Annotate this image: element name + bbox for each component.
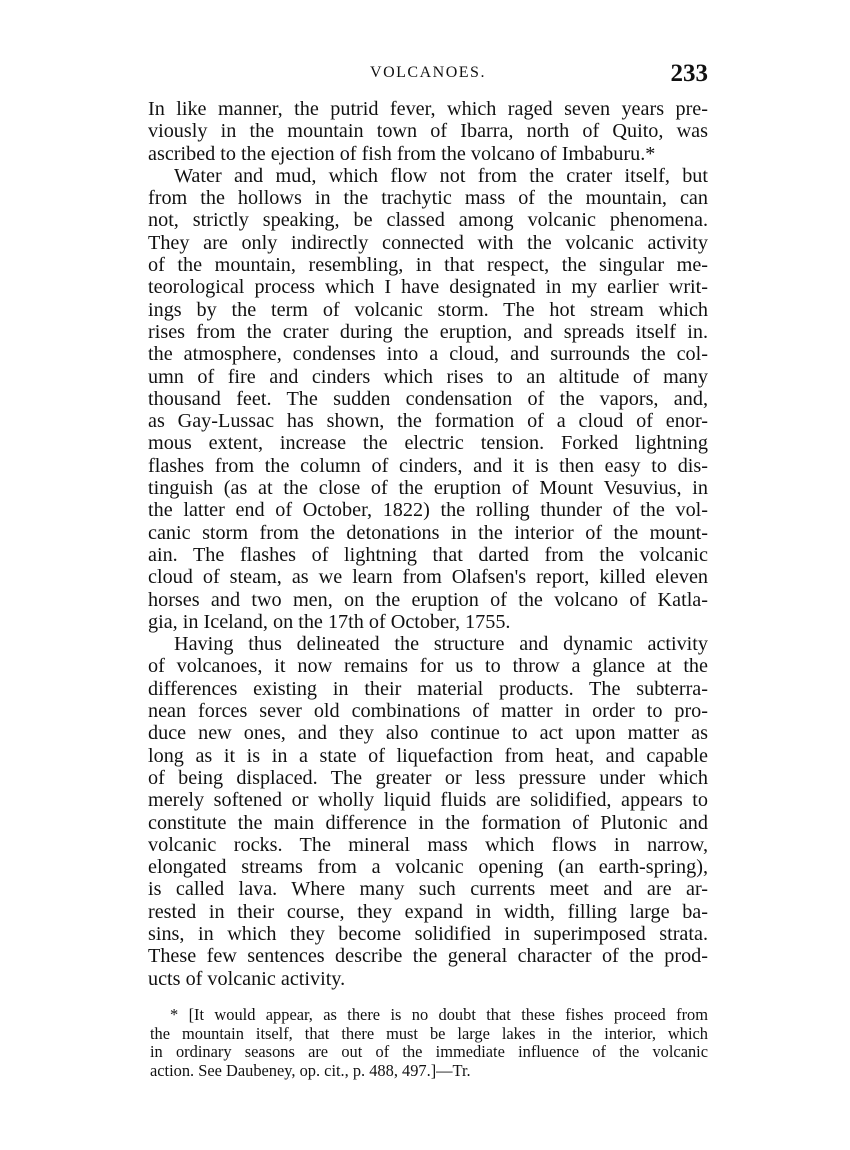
text-line: the atmosphere, condenses into a cloud, and surrounds the col- [148, 343, 708, 366]
text-line: Having thus delineated the structure and dynamic activity [174, 633, 708, 656]
text-line: canic storm from the detonations in the interior of the mount- [148, 521, 708, 544]
footnote-line: the mountain itself, that there must be large lakes in the interior, which [150, 1023, 708, 1043]
text-line: long as it is in a state of liquefaction from heat, and capable [148, 744, 708, 767]
text-line: of volcanoes, it now remains for us to throw a glance at the [148, 655, 708, 678]
text-line: volcanic rocks. The mineral mass which flows in narrow, [148, 833, 708, 856]
text-line: ings by the term of volcanic storm. The hot stream which [148, 298, 708, 321]
text-line: from the hollows in the trachytic mass of the mountain, can [148, 187, 708, 210]
footnote [150, 1006, 708, 1080]
text-line: flashes from the column of cinders, and it is then easy to dis- [148, 454, 708, 477]
footnote-line: in ordinary seasons are out of the immediate influence of the volcanic [150, 1042, 708, 1061]
body-text [148, 98, 708, 990]
text-line: as Gay-Lussac has shown, the formation of a cloud of enor- [148, 410, 708, 433]
text-line: ascribed to the ejection of fish from the volcano of Imbaburu.* [148, 142, 656, 165]
text-line: differences existing in their material products. The subterra- [148, 677, 708, 700]
text-line: umn of fire and cinders which rises to an altitude of many [148, 365, 708, 388]
text-line: not, strictly speaking, be classed among volcanic phenomena. [148, 209, 708, 232]
text-line: mous extent, increase the electric tension. Forked lightning [148, 432, 708, 455]
page-number: 233 [670, 60, 708, 87]
text-line: rested in their course, they expand in width, filling large ba- [148, 900, 708, 923]
text-line: They are only indirectly connected with the volcanic activity [148, 231, 708, 254]
running-title: VOLCANOES. [370, 64, 486, 81]
text-line: merely softened or wholly liquid fluids are solidified, appears to [148, 789, 708, 812]
text-line: of the mountain, resembling, in that respect, the singular me- [148, 254, 708, 277]
text-line: tinguish (as at the close of the eruption of Mount Vesuvius, in [148, 477, 708, 500]
text-line: duce new ones, and they also continue to act upon matter as [148, 722, 708, 745]
text-line: Water and mud, which flow not from the crater itself, but [174, 164, 708, 187]
text-line: These few sentences describe the general character of the prod- [148, 945, 708, 968]
text-line: ucts of volcanic activity. [148, 967, 346, 990]
text-line: the latter end of October, 1822) the rolling thunder of the vol- [148, 499, 708, 522]
text-line: ain. The flashes of lightning that darted from the volcanic [148, 543, 708, 566]
footnote-line: action. See Daubeney, op. cit., p. 488, 497.]—Tr. [150, 1060, 471, 1080]
text-line: elongated streams from a volcanic opening (an earth-spring), [148, 856, 708, 879]
text-line: is called lava. Where many such currents meet and are ar- [148, 878, 708, 901]
text-line: nean forces sever old combinations of matter in order to pro- [148, 700, 708, 723]
text-line: gia, in Iceland, on the 17th of October, 1755. [148, 610, 511, 633]
text-line: cloud of steam, as we learn from Olafsen's report, killed eleven [148, 566, 708, 589]
text-line: rises from the crater during the eruption, and spreads itself in. [148, 320, 708, 343]
text-line: viously in the mountain town of Ibarra, north of Quito, was [148, 120, 708, 143]
text-line: thousand feet. The sudden condensation of the vapors, and, [148, 387, 708, 410]
running-head [148, 60, 708, 90]
text-line: of being displaced. The greater or less pressure under which [148, 766, 708, 789]
footnote-line: * [It would appear, as there is no doubt that these fishes proceed from [170, 1005, 708, 1024]
text-line: sins, in which they become solidified in superimposed strata. [148, 922, 708, 945]
text-line: In like manner, the putrid fever, which raged seven years pre- [148, 98, 708, 120]
text-line: constitute the main difference in the formation of Plutonic and [148, 811, 708, 834]
text-line: teorological process which I have designated in my earlier writ- [148, 276, 708, 299]
text-line: horses and two men, on the eruption of the volcano of Katla- [148, 588, 708, 611]
